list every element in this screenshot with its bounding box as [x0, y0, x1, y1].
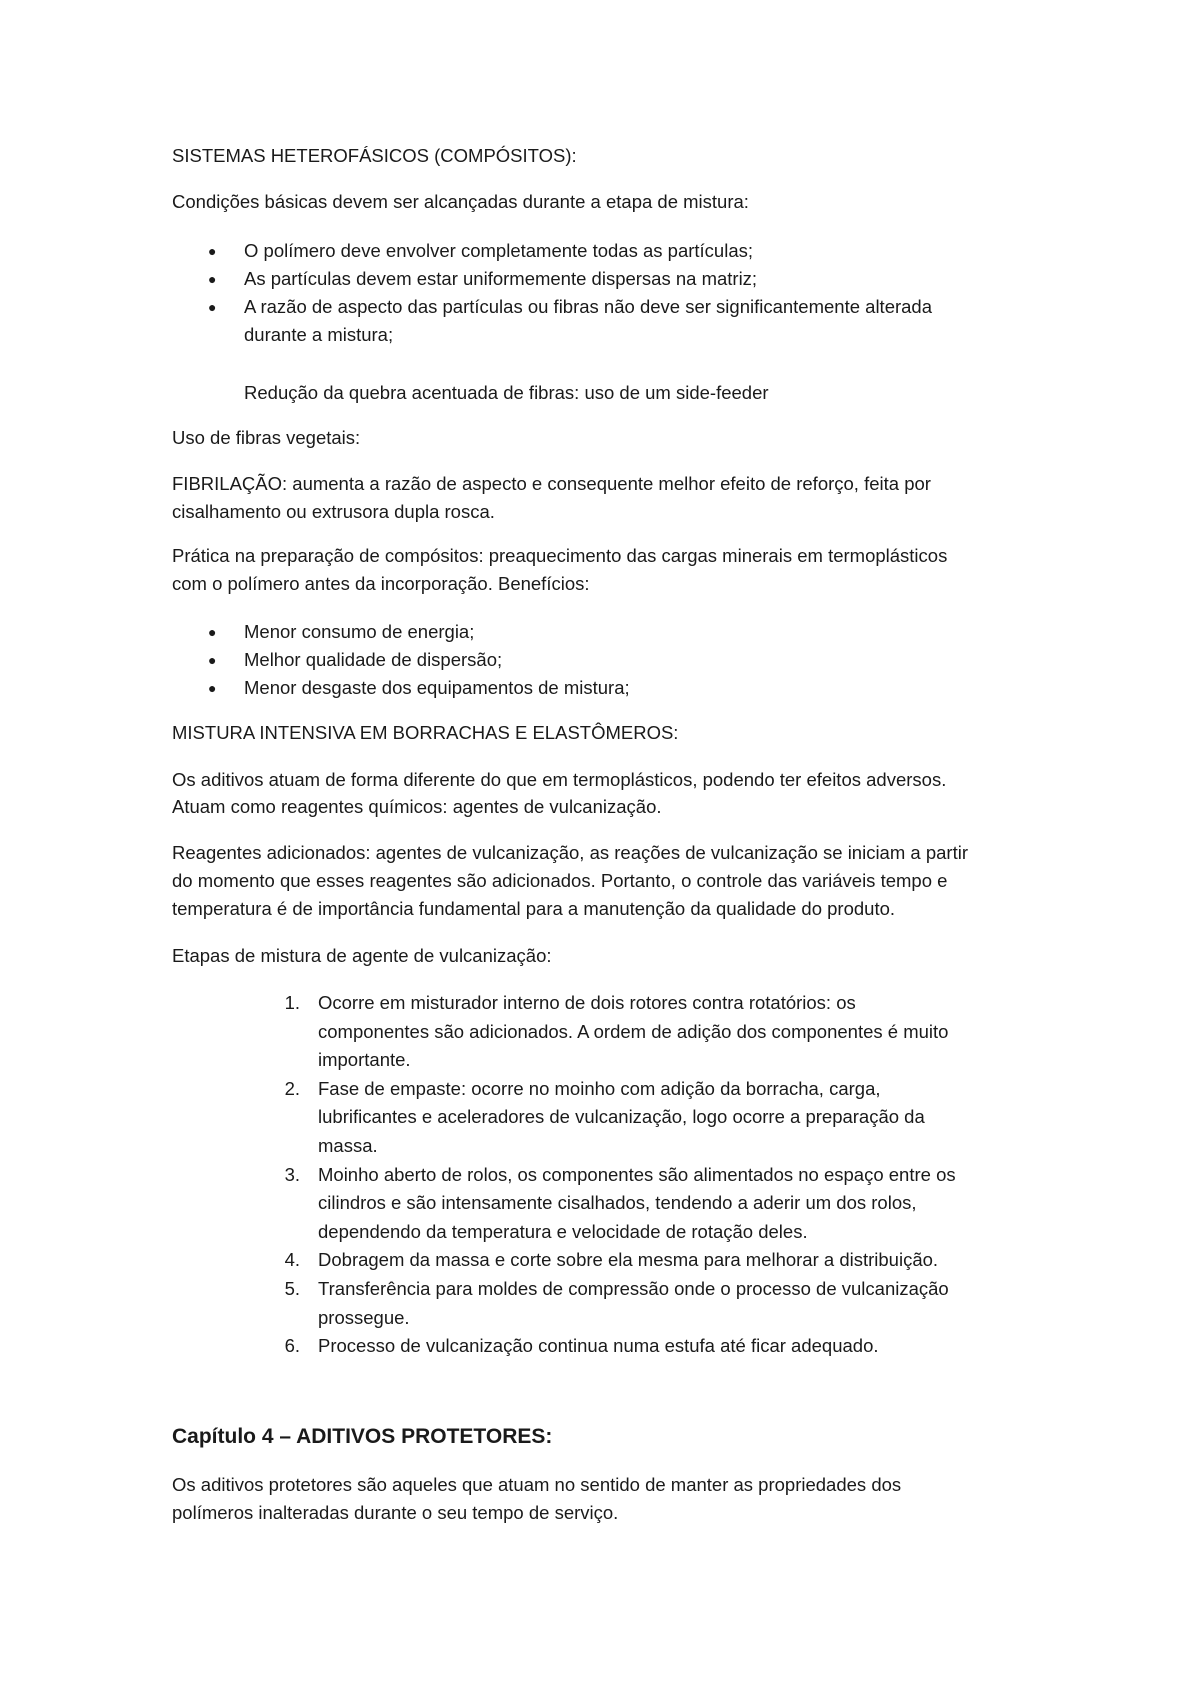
note-text: Redução da quebra acentuada de fibras: uso de um side-feeder	[244, 382, 769, 403]
list-item-text: lubrificantes e aceleradores de vulcanização, logo ocorre a preparação da	[318, 1106, 925, 1128]
bullet-icon: ●	[208, 652, 217, 668]
bullet-icon: ●	[208, 271, 217, 287]
paragraph-line: Reagentes adicionados: agentes de vulcanização, as reações de vulcanização se iniciam a partir	[172, 842, 968, 863]
list-item-text: dependendo da temperatura e velocidade de rotação deles.	[318, 1220, 808, 1242]
list-item-text: importante.	[318, 1049, 411, 1071]
list-item-text: As partículas devem estar uniformemente dispersas na matriz;	[244, 268, 758, 289]
list-number: 4.	[284, 1249, 300, 1271]
list-item-text: durante a mistura;	[244, 324, 394, 345]
list-item-text: Transferência para moldes de compressão onde o processo de vulcanização	[318, 1278, 949, 1299]
chapter-heading: Capítulo 4 – ADITIVOS PROTETORES:	[172, 1425, 553, 1448]
paragraph-line: FIBRILAÇÃO: aumenta a razão de aspecto e consequente melhor efeito de reforço, feita por	[172, 473, 931, 494]
list-item-text: A razão de aspecto das partículas ou fibras não deve ser significantemente alterada	[244, 296, 933, 317]
paragraph-line: polímeros inalteradas durante o seu tempo de serviço.	[172, 1502, 619, 1523]
section-title: SISTEMAS HETEROFÁSICOS (COMPÓSITOS):	[172, 145, 577, 166]
list-number: 3.	[284, 1163, 300, 1185]
list-number: 2.	[284, 1077, 300, 1099]
paragraph-line: cisalhamento ou extrusora dupla rosca.	[172, 501, 495, 522]
list-item-text: prossegue.	[318, 1306, 410, 1328]
bullet-icon: ●	[208, 680, 217, 696]
paragraph: Uso de fibras vegetais:	[172, 427, 361, 448]
paragraph-line: Os aditivos atuam de forma diferente do que em termoplásticos, podendo ter efeitos adversos.	[172, 769, 947, 790]
list-item-text: Menor desgaste dos equipamentos de mistura;	[244, 677, 630, 698]
list-item-text: O polímero deve envolver completamente todas as partículas;	[244, 240, 754, 261]
bullet-icon: ●	[208, 243, 217, 259]
paragraph-line: do momento que esses reagentes são adicionados. Portanto, o controle das variáveis tempo e	[172, 870, 948, 891]
list-number: 6.	[284, 1335, 300, 1357]
paragraph: Condições básicas devem ser alcançadas durante a etapa de mistura:	[172, 191, 749, 212]
paragraph-line: Atuam como reagentes químicos: agentes de vulcanização.	[172, 796, 662, 817]
bullet-icon: ●	[208, 624, 217, 640]
paragraph-line: Prática na preparação de compósitos: preaquecimento das cargas minerais em termoplásticos	[172, 545, 948, 566]
list-number: 1.	[284, 992, 300, 1013]
list-item-text: Moinho aberto de rolos, os componentes são alimentados no espaço entre os	[318, 1163, 956, 1185]
list-number: 5.	[284, 1278, 300, 1299]
section-title: MISTURA INTENSIVA EM BORRACHAS E ELASTÔMEROS:	[172, 722, 679, 743]
list-item-text: Processo de vulcanização continua numa estufa até ficar adequado.	[318, 1335, 879, 1357]
list-item-text: cilindros e são intensamente cisalhados, tendendo a aderir um dos rolos,	[318, 1192, 917, 1214]
list-item-text: Melhor qualidade de dispersão;	[244, 649, 503, 670]
paragraph-line: Os aditivos protetores são aqueles que atuam no sentido de manter as propriedades dos	[172, 1474, 902, 1495]
list-item-text: componentes são adicionados. A ordem de adição dos componentes é muito	[318, 1020, 949, 1042]
list-item-text: Menor consumo de energia;	[244, 621, 475, 642]
list-item-text: Fase de empaste: ocorre no moinho com adição da borracha, carga,	[318, 1077, 881, 1099]
list-item-text: massa.	[318, 1135, 378, 1156]
paragraph-line: temperatura é de importância fundamental para a manutenção da qualidade do produto.	[172, 898, 896, 919]
list-item-text: Ocorre em misturador interno de dois rotores contra rotatórios: os	[318, 992, 856, 1013]
paragraph: Etapas de mistura de agente de vulcanização:	[172, 945, 552, 966]
paragraph-line: com o polímero antes da incorporação. Benefícios:	[172, 573, 590, 594]
bullet-icon: ●	[208, 299, 217, 315]
list-item-text: Dobragem da massa e corte sobre ela mesma para melhorar a distribuição.	[318, 1249, 939, 1271]
